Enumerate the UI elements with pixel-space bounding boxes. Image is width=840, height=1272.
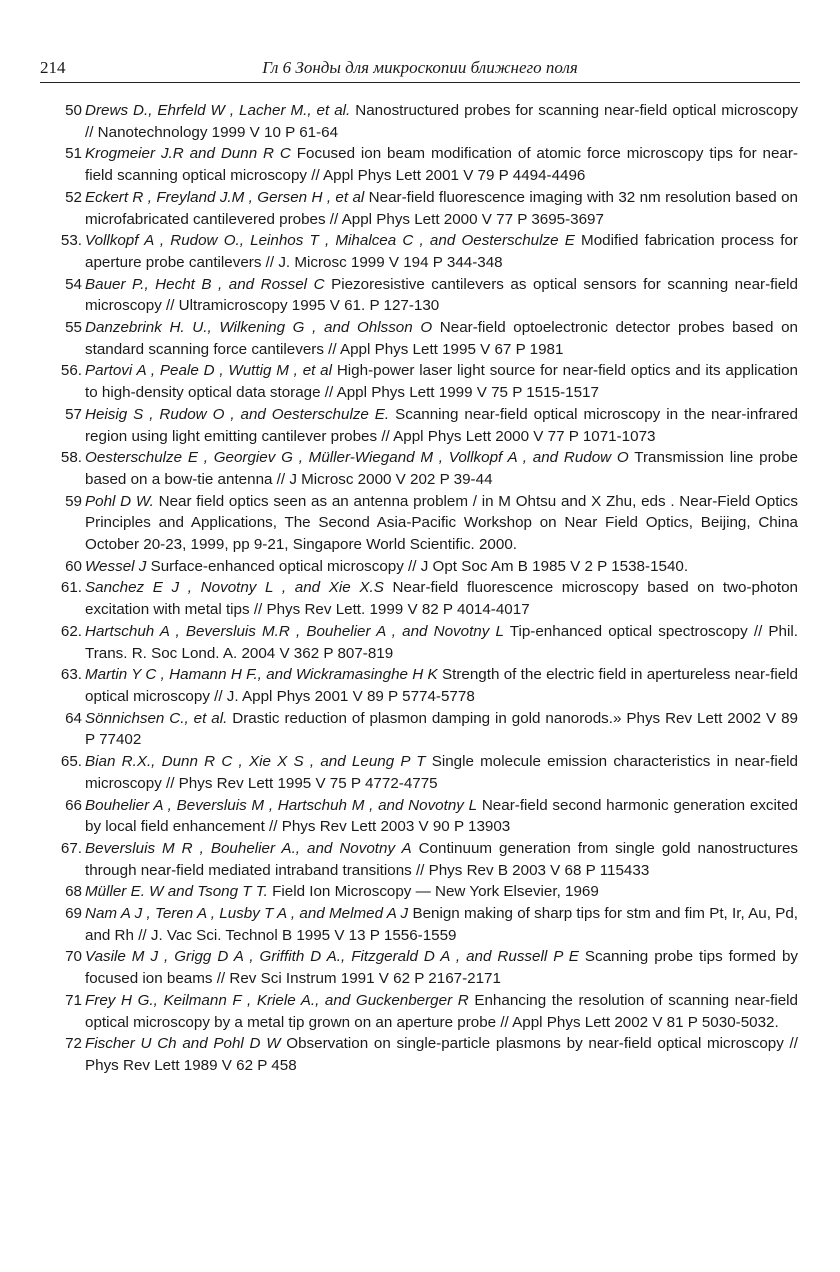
reference-authors: Fischer U Ch and Pohl D W	[85, 1035, 281, 1053]
reference-text: Modified fabrication process for aperture probe cantilevers // J. Microsc 1999 V 194 P 344-348	[85, 232, 798, 271]
reference-number: 65.	[60, 753, 82, 771]
reference-text: Near-field fluorescence microscopy based on two-photon excitation with metal tips // Phys Rev Lett. 1999 V 82 P 4014-4017	[85, 579, 798, 619]
reference-authors: Frey H G., Keilmann F , Kriele A., and Guckenberger R	[85, 991, 469, 1009]
reference-item	[40, 946, 798, 989]
reference-item	[40, 838, 798, 881]
reference-authors: Danzebrink H. U., Wilkening G , and Ohlsson O	[85, 319, 433, 337]
reference-text: Near-field fluorescence imaging with 32 nm resolution based on microfabricated cantilevered probes // Appl Phys Lett 2000 V 77 P 3695-3697	[85, 188, 798, 228]
reference-authors: Pohl D W.	[85, 492, 154, 510]
reference-item	[40, 187, 798, 230]
reference-authors: Müller E. W and Tsong T T.	[85, 883, 268, 901]
reference-authors: Bouhelier A , Beversluis M , Hartschuh M , and Novotny L	[85, 796, 478, 814]
reference-item	[40, 143, 798, 186]
reference-item	[40, 664, 798, 707]
reference-authors: Bian R.X., Dunn R C , Xie X S , and Leung P T	[85, 753, 426, 771]
reference-item	[40, 903, 798, 946]
reference-item	[40, 491, 798, 556]
reference-authors: Eckert R , Freyland J.M , Gersen H , et al	[85, 188, 365, 206]
reference-authors: Sanchez E J , Novotny L , and Xie X.S	[85, 579, 384, 597]
reference-text: Surface-enhanced optical microscopy // J Opt Soc Am B 1985 V 2 P 1538-1540.	[150, 557, 689, 575]
reference-number: 51	[65, 145, 82, 163]
reference-number: 60	[65, 557, 82, 575]
reference-text: Scanning near-field optical microscopy in the near-infrared region using light emitting cantilever probes // Appl Phys Lett 2000 V 77 P 1071-1073	[85, 405, 798, 445]
reference-item	[40, 708, 798, 751]
reference-number: 59	[65, 492, 82, 510]
reference-item	[40, 990, 798, 1033]
reference-text: Drastic reduction of plasmon damping in gold nanorods.» Phys Rev Lett 2002 V 89 P 77402	[85, 709, 798, 749]
reference-authors: Vollkopf A , Rudow O., Leinhos T , Mihalcea C , and Oesterschulze E	[85, 232, 575, 250]
reference-number: 67.	[60, 839, 82, 857]
reference-text: Transmission line probe based on a bow-tie antenna // J Microsc 2000 V 202 P 39-44	[85, 449, 798, 488]
reference-item	[40, 556, 798, 578]
reference-item	[40, 447, 798, 490]
reference-authors: Beversluis M R , Bouhelier A., and Novotny A	[85, 839, 412, 857]
reference-number: 64	[65, 709, 82, 727]
reference-list	[40, 100, 798, 1077]
reference-item	[40, 751, 798, 794]
reference-text: Benign making of sharp tips for stm and fim Pt, Ir, Au, Pd, and Rh // J. Vac Sci. Technol B 1995 V 13 P 1556-1559	[85, 905, 798, 944]
reference-number: 58.	[60, 449, 82, 467]
reference-text: Field Ion Microscopy — New York Elsevier, 1969	[272, 883, 599, 901]
reference-item	[40, 577, 798, 620]
reference-number: 56.	[60, 362, 82, 380]
reference-number: 53.	[60, 232, 82, 250]
reference-text: Observation on single-particle plasmons by near-field optical microscopy // Phys Rev Lett 1989 V 62 P 458	[85, 1035, 798, 1074]
reference-item	[40, 317, 798, 360]
reference-text: Nanostructured probes for scanning near-field optical microscopy // Nanotechnology 1999 V 10 P 61-64	[85, 102, 799, 141]
reference-item	[40, 1033, 798, 1076]
reference-number: 57	[65, 405, 82, 423]
reference-authors: Heisig S , Rudow O , and Oesterschulze E.	[85, 405, 390, 423]
reference-number: 72	[65, 1035, 82, 1053]
reference-number: 71	[65, 991, 82, 1009]
reference-text: Near-field second harmonic generation excited by local field enhancement // Phys Rev Lett 2003 V 90 P 13903	[85, 796, 798, 836]
reference-text: Focused ion beam modification of atomic force microscopy tips for near-field scanning optical microscopy // Appl Phys Lett 2001 V 79 P 4494-4496	[85, 145, 798, 185]
reference-item	[40, 795, 798, 838]
reference-number: 55	[65, 319, 82, 337]
reference-authors: Bauer P., Hecht B , and Rossel C	[85, 275, 325, 293]
reference-text: High-power laser light source for near-field optics and its application to high-density optical data storage // Appl Phys Lett 1999 V 75 P 1515-1517	[85, 362, 798, 402]
reference-text: Piezoresistive cantilevers as optical sensors for scanning near-field microscopy // Ultramicroscopy 1995 V 61. P 127-130	[85, 275, 798, 315]
reference-item	[40, 274, 798, 317]
reference-number: 69	[65, 905, 82, 923]
reference-authors: Krogmeier J.R and Dunn R C	[85, 145, 291, 163]
reference-text: Strength of the electric field in apertureless near-field optical microscopy // J. Appl Phys 2001 V 89 P 5774-5778	[85, 666, 798, 705]
reference-authors: Partovi A , Peale D , Wuttig M , et al	[85, 362, 333, 380]
reference-number: 66	[65, 796, 82, 814]
reference-item	[40, 360, 798, 403]
reference-number: 63.	[60, 666, 82, 684]
reference-item	[40, 230, 798, 273]
reference-authors: Sönnichsen C., et al.	[85, 709, 228, 727]
reference-number: 62.	[60, 622, 82, 640]
reference-number: 50	[65, 102, 82, 119]
reference-text: Scanning probe tips formed by focused ion beams // Rev Sci Instrum 1991 V 62 P 2167-2171	[85, 948, 798, 988]
reference-number: 54	[65, 275, 82, 293]
reference-authors: Nam A J , Teren A , Lusby T A , and Melmed A J	[85, 905, 409, 923]
reference-text: Single molecule emission characteristics in near-field microscopy // Phys Rev Lett 1995 V 75 P 4772-4775	[85, 753, 798, 792]
reference-item	[40, 621, 798, 664]
reference-authors: Martin Y C , Hamann H F., and Wickramasinghe H K	[85, 666, 438, 684]
reference-authors: Wessel J	[85, 557, 147, 575]
reference-text: Continuum generation from single gold nanostructures through near-field mediated intraband transitions // Phys Rev B 2003 V 68 P 115433	[85, 839, 798, 879]
reference-authors: Hartschuh A , Beversluis M.R , Bouhelier A , and Novotny L	[85, 622, 504, 640]
reference-item	[40, 100, 798, 143]
reference-authors: Drews D., Ehrfeld W , Lacher M., et al.	[85, 102, 351, 119]
reference-authors: Vasile M J , Grigg D A , Griffith D A., Fitzgerald D A , and Russell P E	[85, 948, 579, 966]
reference-authors: Oesterschulze E , Georgiev G , Müller-Wiegand M , Vollkopf A , and Rudow O	[85, 449, 629, 467]
reference-text: Tip-enhanced optical spectroscopy // Phil. Trans. R. Soc Lond. A. 2004 V 362 P 807-819	[85, 622, 798, 662]
reference-text: Near field optics seen as an antenna problem / in M Ohtsu and X Zhu, eds . Near-Field Optics Principles and Applications, The Second Asia-Pacific Workshop on Near Field Optics, Beijing, China October 20-23, 1999, pp 9-21, Singapore World Scientific. 2000.	[85, 492, 798, 554]
reference-item	[40, 404, 798, 447]
page-number: 214	[40, 58, 66, 77]
page-header	[40, 58, 800, 83]
running-title: Гл 6 Зонды для микроскопии ближнего поля	[262, 58, 578, 77]
reference-number: 68	[65, 883, 82, 901]
reference-number: 52	[65, 188, 82, 206]
reference-number: 61.	[60, 579, 82, 597]
reference-number: 70	[65, 948, 82, 966]
reference-item	[40, 881, 798, 903]
reference-text: Enhancing the resolution of scanning near-field optical microscopy by a metal tip grown on an aperture probe // Appl Phys Lett 2002 V 81 P 5030-5032.	[85, 991, 798, 1031]
reference-text: Near-field optoelectronic detector probes based on standard scanning force cantilevers // Appl Phys Lett 1995 V 67 P 1981	[85, 319, 798, 358]
